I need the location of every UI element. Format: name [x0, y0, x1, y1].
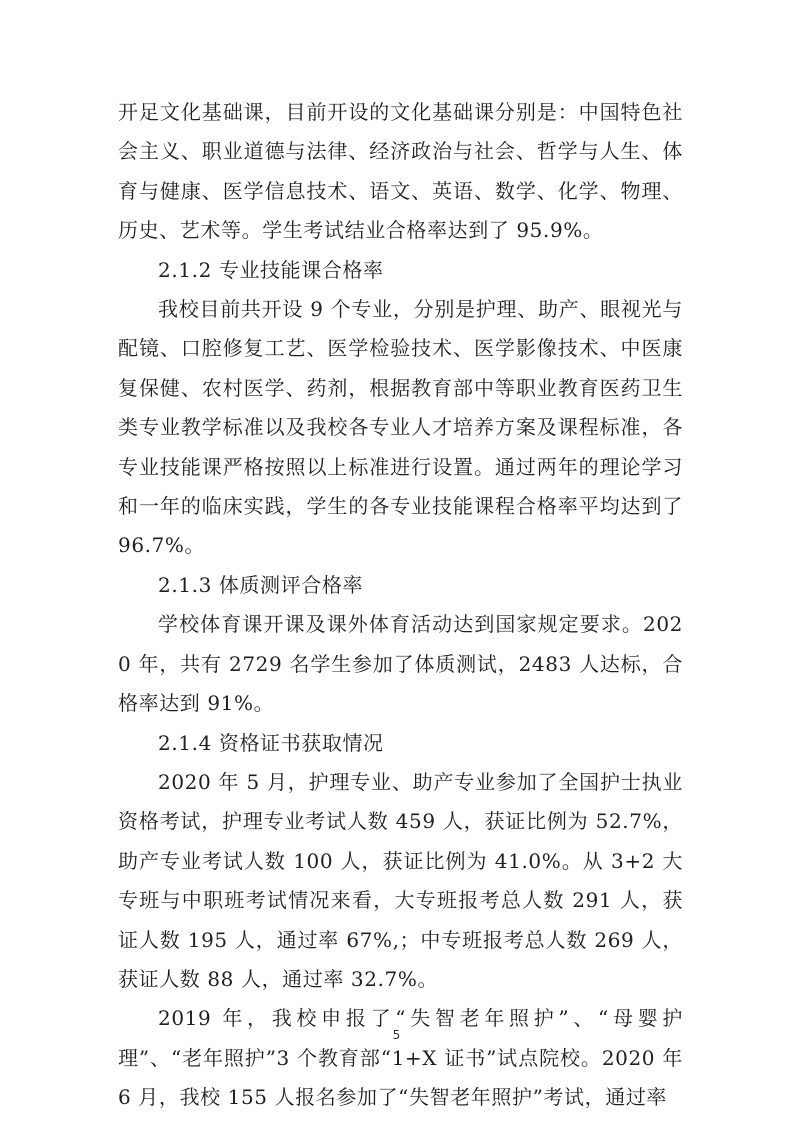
document-body	[118, 93, 683, 1118]
paragraph-certificate-exam: 2020 年 5 月，护理专业、助产专业参加了全国护士执业资格考试，护理专业考试人数 459 人，获证比例为 52.7%，助产专业考试人数 100 人，获证比例为 41.0%。从 3+2 大专班与中职班考试情况来看，大专班报考总人数 291 人，获证人数 195 人，通过率 67%,；中专班报考总人数 269 人，获证人数 88 人，通过率 32.7%。	[118, 769, 683, 991]
paragraph-professional-skills: 我校目前共开设 9 个专业，分别是护理、助产、眼视光与配镜、口腔修复工艺、医学检验技术、医学影像技术、中医康复保健、农村医学、药剂，根据教育部中等职业教育医药卫生类专业教学标准以及我校各专业人才培养方案及课程标准，各专业技能课严格按照以上标准进行设置。通过两年的理论学习和一年的临床实践，学生的各专业技能课程合格率平均达到了 96.7%。	[118, 297, 683, 558]
paragraph-physical-test: 学校体育课开课及课外体育活动达到国家规定要求。2020 年，共有 2729 名学生参加了体质测试，2483 人达标，合格率达到 91%。	[118, 612, 683, 716]
page-number: 5	[392, 1028, 401, 1042]
heading-2-1-4: 2.1.4 资格证书获取情况	[158, 730, 384, 755]
paragraph-culture-courses: 开足文化基础课，目前开设的文化基础课分别是：中国特色社会主义、职业道德与法律、经济政治与社会、哲学与人生、体育与健康、医学信息技术、语文、英语、数学、化学、物理、历史、艺术等。学生考试结业合格率达到了 95.9%。	[118, 100, 683, 243]
heading-2-1-2: 2.1.2 专业技能课合格率	[158, 257, 384, 282]
paragraph-1x-certificate: 2019 年，我校申报了“失智老年照护”、“母婴护理”、“老年照护”3 个教育部“1+X 证书”试点院校。2020 年 6 月，我校 155 人报名参加了“失智老年照护”考试，通过率	[118, 1006, 683, 1110]
heading-2-1-3: 2.1.3 体质测评合格率	[158, 572, 364, 597]
